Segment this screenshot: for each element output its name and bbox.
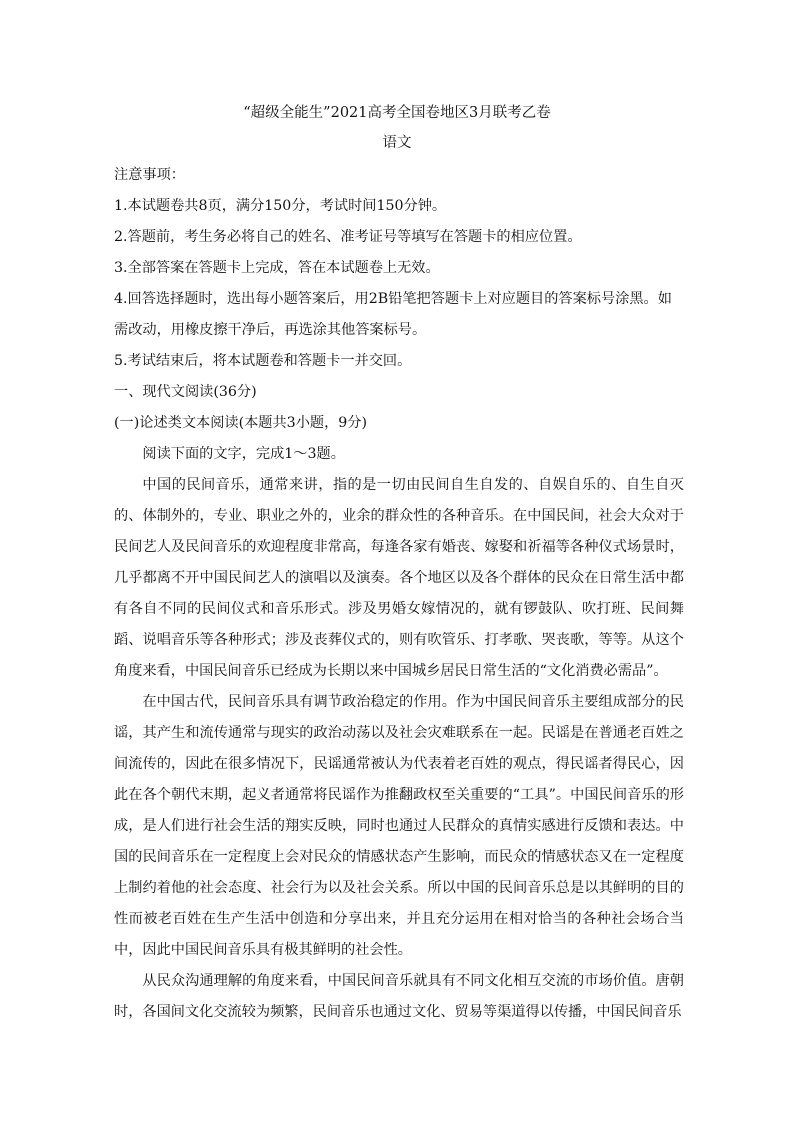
section-subheading: (一)论述类文本阅读(本题共3小题，9分)	[114, 415, 368, 431]
note-item: 2.答题前，考生务必将自己的姓名、准考证号等填写在答题卡的相应位置。	[114, 229, 582, 245]
note-item: 4.回答选择题时，选出每小题答案后，用2B铅笔把答题卡上对应题目的答案标号涂黑。如需改动，用橡皮擦干净后，再选涂其他答案标号。	[114, 291, 672, 338]
passage-paragraph: 在中国古代，民间音乐具有调节政治稳定的作用。作为中国民间音乐主要组成部分的民谣，其产生和流传通常与现实的政治动荡以及社会灾难联系在一起。民谣是在普通老百姓之间流传的，因此在很多情况下，民谣通常被认为代表着老百姓的观点，得民谣者得民心，因此在各个朝代末期，起义者通常将民谣作为推翻政权至关重要的“工具”。中国民间音乐的形成，是人们进行社会生活的翔实反映，同时也通过人民群众的真情实感进行反馈和表达。中国的民间音乐在一定程度上会对民众的情感状态产生影响，而民众的情感状态又在一定程度上制约着他的社会态度、社会行为以及社会关系。所以中国的民间音乐总是以其鲜明的目的性而被老百姓在生产生活中创造和分享出来，并且充分运用在相对恰当的各种社会场合当中，因此中国民间音乐具有极其鲜明的社会性。	[114, 694, 684, 958]
reading-instruction: 阅读下面的文字，完成1～3题。	[142, 446, 345, 462]
exam-title: “超级全能生”2021高考全国卷地区3月联考乙卷	[243, 105, 551, 121]
notes-list	[114, 191, 684, 377]
passage-paragraph: 中国的民间音乐，通常来讲，指的是一切由民间自生自发的、自娱自乐的、自生自灭的、体制外的，专业、职业之外的，业余的群众性的各种音乐。在中国民间，社会大众对于民间艺人及民间音乐的欢迎程度非常高，每逢各家有婚丧、嫁娶和祈福等各种仪式场景时，几乎都离不开中国民间艺人的演唱以及演奏。各个地区以及各个群体的民众在日常生活中都有各自不同的民间仪式和音乐形式。涉及男婚女嫁情况的，就有锣鼓队、吹打班、民间舞蹈、说唱音乐等各种形式；涉及丧葬仪式的，则有吹管乐、打孝歌、哭丧歌，等等。从这个角度来看，中国民间音乐已经成为长期以来中国城乡居民日常生活的“文化消费必需品”。	[114, 477, 684, 679]
note-item: 5.考试结束后，将本试题卷和答题卡一并交回。	[114, 353, 412, 369]
note-item: 3.全部答案在答题卡上完成，答在本试题卷上无效。	[114, 260, 440, 276]
document-body	[114, 160, 684, 1028]
subject-label: 语文	[382, 135, 412, 151]
passage-paragraph: 从民众沟通理解的角度来看，中国民间音乐就具有不同文化相互交流的市场价值。唐朝时，各国间文化交流较为频繁，民间音乐也通过文化、贸易等渠道得以传播，中国民间音乐	[114, 973, 684, 1020]
section-heading: 一、现代文阅读(36分)	[114, 384, 257, 400]
notes-heading: 注意事项：	[114, 167, 185, 183]
note-item: 1.本试题卷共8页，满分150分，考试时间150分钟。	[114, 198, 447, 214]
